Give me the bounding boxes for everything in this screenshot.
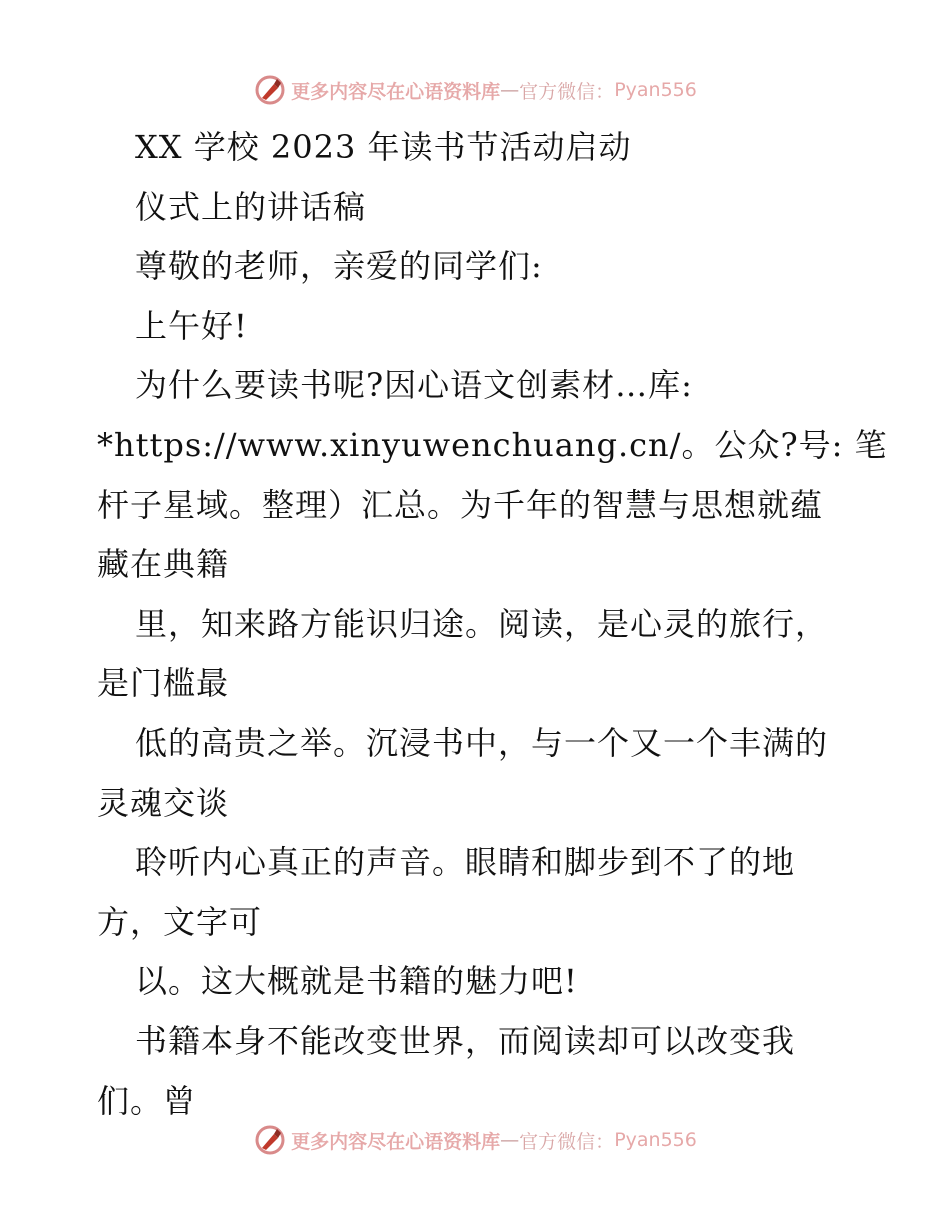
watermark-contact-label: 官方微信： <box>519 80 615 103</box>
document-line: 尊敬的老师，亲爱的同学们: <box>135 247 543 286</box>
watermark-contact-label: 官方微信： <box>519 1130 615 1153</box>
document-line: 方，文字可 <box>97 902 263 941</box>
header-watermark <box>0 68 950 112</box>
document-line: 以。这大概就是书籍的魅力吧! <box>135 962 578 1001</box>
pen-nib-logo-icon <box>253 73 287 107</box>
document-line: 上午好! <box>135 306 248 345</box>
document-line: *https://www.xinyuwenchuang.cn/。公众?号: 笔 <box>97 425 888 464</box>
watermark-text: 更多内容尽在心语资料库 <box>291 1130 501 1153</box>
document-line: XX 学校 2023 年读书节活动启动 <box>135 128 632 166</box>
document-line: 是门槛最 <box>97 664 230 703</box>
document-line: 为什么要读书呢?因心语文创素材…库: <box>135 366 693 405</box>
document-line: 藏在典籍 <box>97 545 230 584</box>
watermark-separator: — <box>500 1129 520 1151</box>
pen-nib-logo-icon <box>253 1123 287 1157</box>
document-line: 里，知来路方能识归途。阅读，是心灵的旅行， <box>135 604 829 643</box>
document-line: 低的高贵之举。沉浸书中，与一个又一个丰满的 <box>135 723 829 762</box>
document-line: 灵魂交谈 <box>97 783 230 822</box>
watermark-separator: — <box>500 79 520 101</box>
footer-watermark <box>0 1118 950 1162</box>
document-line: 们。曾 <box>97 1081 197 1120</box>
document-line: 书籍本身不能改变世界，而阅读却可以改变我 <box>135 1021 796 1060</box>
document-line: 杆子星域。整理）汇总。为千年的智慧与思想就蕴 <box>97 485 824 524</box>
watermark-text: 更多内容尽在心语资料库 <box>291 80 501 103</box>
document-line: 仪式上的讲话稿 <box>135 187 367 226</box>
watermark-contact-id: Pyan556 <box>614 1129 697 1151</box>
watermark-contact-id: Pyan556 <box>614 79 697 101</box>
document-line: 聆听内心真正的声音。眼睛和脚步到不了的地 <box>135 843 796 882</box>
document-body <box>97 118 888 1131</box>
